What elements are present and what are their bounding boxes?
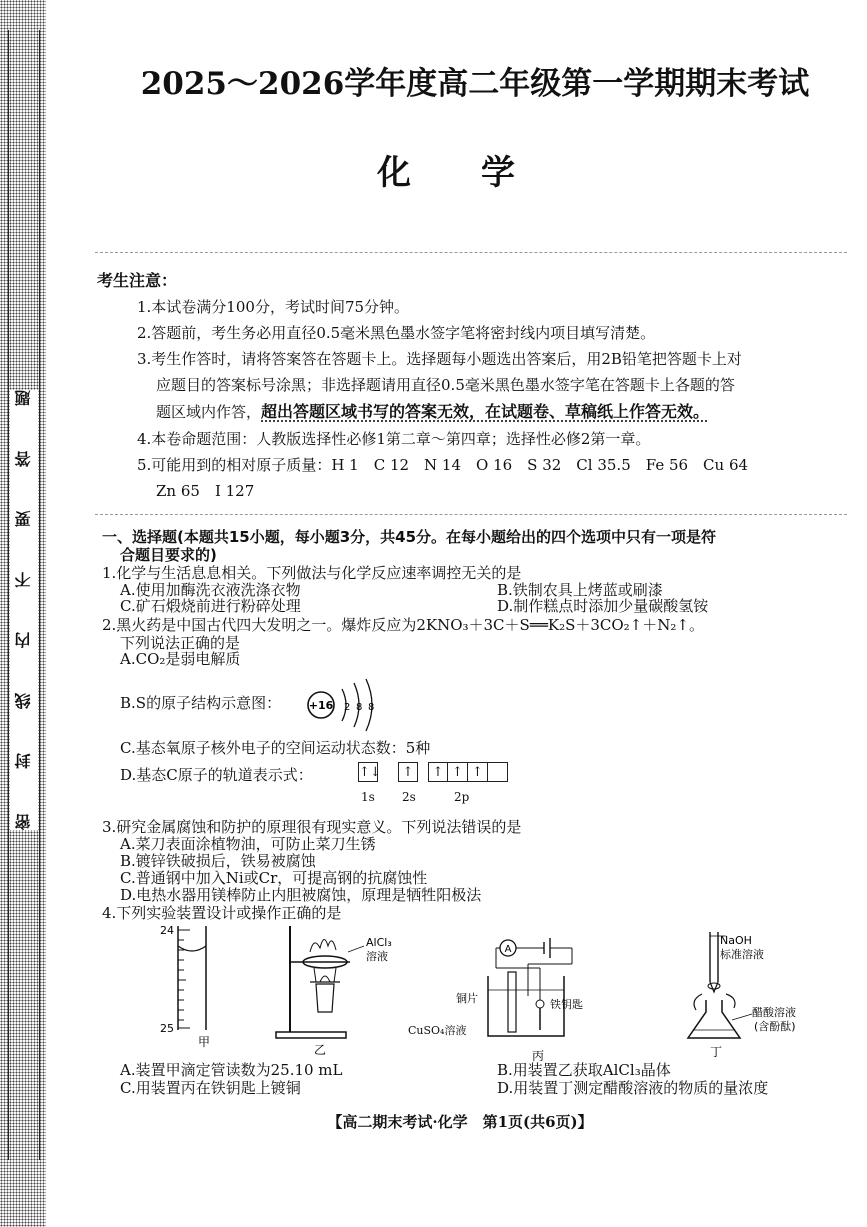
orbital-label: 2s (402, 790, 416, 804)
notice-item: 5.可能用到的相对原子质量：H 1 C 12 N 14 O 16 S 32 Cl 35.5 Fe 56 Cu 64 (137, 456, 749, 474)
notice-heading: 考生注意： (97, 271, 178, 290)
notice-item: 2.答题前，考生务必用直径0.5毫米黑色墨水签字笔将密封线内项目填写清楚。 (137, 324, 656, 342)
nucleus-charge: +16 (308, 699, 334, 712)
figure-label: 甲 (198, 1035, 211, 1049)
titrant-label: 标准溶液 (720, 948, 764, 961)
analyte-label: (含酚酞) (754, 1020, 796, 1033)
option-d: D.电热水器用镁棒防止内胆被腐蚀，原理是牺牲阳极法 (120, 886, 482, 904)
option-a: A.使用加酶洗衣液洗涤衣物 (120, 581, 301, 599)
seal-char: 要 (14, 511, 33, 528)
orbital-1s (358, 762, 381, 782)
question-2-stem: 2.黑火药是中国古代四大发明之一。爆炸反应为2KNO₃＋3C＋S══K₂S＋3CO₂↑＋N₂↑。 (102, 616, 704, 634)
seal-char: 封 (14, 753, 33, 770)
seal-char: 内 (14, 632, 33, 649)
orbital-box: ↑↓ (358, 762, 378, 782)
option-b: B.镀锌铁破损后，铁易被腐蚀 (120, 852, 316, 870)
reagent-label: 溶液 (366, 950, 388, 963)
option-d: D.制作糕点时添加少量碳酸氢铵 (497, 597, 709, 615)
burette-figure (150, 922, 230, 1062)
option-b: B.铁制农具上烤蓝或刷漆 (497, 581, 663, 599)
figure-label: 丙 (532, 1049, 545, 1062)
solution-label: CuSO₄溶液 (408, 1024, 467, 1037)
notice-emphasis: 超出答题区域书写的答案无效，在试题卷、草稿纸上作答无效。 (261, 402, 710, 421)
question-1-stem: 1.化学与生活息息相关。下列做法与化学反应速率调控无关的是 (102, 564, 522, 582)
figure-label: 丁 (710, 1045, 723, 1059)
option-c: C.普通钢中加入Ni或Cr，可提高钢的抗腐蚀性 (120, 869, 428, 887)
atom-structure-diagram (306, 677, 386, 733)
question-4-stem: 4.下列实验装置设计或操作正确的是 (102, 904, 342, 922)
electrode-label: 铜片 (456, 992, 478, 1005)
notice-item: 4.本卷命题范围：人教版选择性必修1第二章～第四章；选择性必修2第一章。 (137, 430, 651, 448)
shell-count: 8 (368, 702, 375, 713)
shell-count: 2 (344, 702, 351, 713)
subject-title: 化 学 (377, 153, 533, 193)
option-d: D.用装置丁测定醋酸溶液的物质的量浓度 (497, 1079, 769, 1097)
electrode-label: 铁钥匙 (550, 998, 583, 1011)
question-3-stem: 3.研究金属腐蚀和防护的原理很有现实意义。下列说法错误的是 (102, 818, 522, 836)
divider (95, 514, 847, 515)
orbital-2s-2p (398, 762, 508, 782)
figure-label: 乙 (314, 1043, 327, 1057)
reagent-label: AlCl₃ (366, 936, 392, 949)
orbital-box: ↑ (398, 762, 418, 782)
analyte-label: 醋酸溶液 (752, 1006, 796, 1019)
option-b: B.用装置乙获取AlCl₃晶体 (497, 1061, 671, 1079)
option-c: C.矿石煅烧前进行粉碎处理 (120, 597, 301, 615)
seal-char: 线 (14, 692, 33, 709)
exam-title: 2025～2026学年度高二年级第一学期期末考试 (140, 66, 810, 102)
seal-char: 题 (14, 390, 33, 406)
option-b: B.S的原子结构示意图： (120, 694, 282, 712)
notice-item: 题区域内作答， (156, 403, 262, 421)
titrant-label: NaOH (720, 934, 752, 947)
section-heading: 一、选择题(本题共15小题，每小题3分，共45分。在每小题给出的四个选项中只有一项是符 (102, 528, 717, 546)
tick-label: 25 (160, 1022, 174, 1035)
orbital-box: ↑ (428, 762, 448, 782)
notice-item: 3.考生作答时，请将答案答在答题卡上。选择题每小题选出答案后，用2B铅笔把答题卡上对 (137, 350, 742, 368)
electroplating-figure (448, 936, 588, 1062)
option-a: A.装置甲滴定管读数为25.10 mL (120, 1061, 343, 1079)
orbital-label: 1s (361, 790, 375, 804)
notice-item-lead (156, 404, 709, 420)
option-a: A.CO₂是弱电解质 (120, 650, 241, 668)
shell-count: 8 (356, 702, 363, 713)
orbital-label: 2p (454, 790, 470, 804)
option-c: C.基态氧原子核外电子的空间运动状态数：5种 (120, 739, 431, 757)
seal-line-warning (10, 390, 38, 830)
orbital-box (488, 762, 508, 782)
seal-char: 不 (14, 571, 33, 588)
notice-item: 1.本试卷满分100分，考试时间75分钟。 (137, 298, 410, 316)
divider (95, 252, 847, 253)
seal-char: 答 (14, 450, 33, 467)
evaporation-figure (270, 922, 410, 1062)
option-d: D.基态C原子的轨道表示式： (120, 766, 313, 784)
tick-label: 24 (160, 924, 174, 937)
notice-item: Zn 65 I 127 (156, 482, 255, 500)
orbital-box: ↑ (468, 762, 488, 782)
option-c: C.用装置丙在铁钥匙上镀铜 (120, 1079, 301, 1097)
question-2-stem2: 下列说法正确的是 (120, 634, 241, 652)
seal-char: 密 (14, 813, 33, 830)
notice-item: 应题目的答案标号涂黑；非选择题请用直径0.5毫米黑色墨水签字笔在答题卡上各题的答 (156, 376, 735, 394)
section-heading: 合题目要求的) (120, 546, 217, 564)
option-a: A.菜刀表面涂植物油，可防止菜刀生锈 (120, 835, 376, 853)
orbital-box: ↑ (448, 762, 468, 782)
page-footer: 【高二期末考试·化学 第1页(共6页)】 (327, 1113, 593, 1131)
titration-figure (640, 930, 830, 1060)
ammeter-label: A (504, 944, 512, 955)
